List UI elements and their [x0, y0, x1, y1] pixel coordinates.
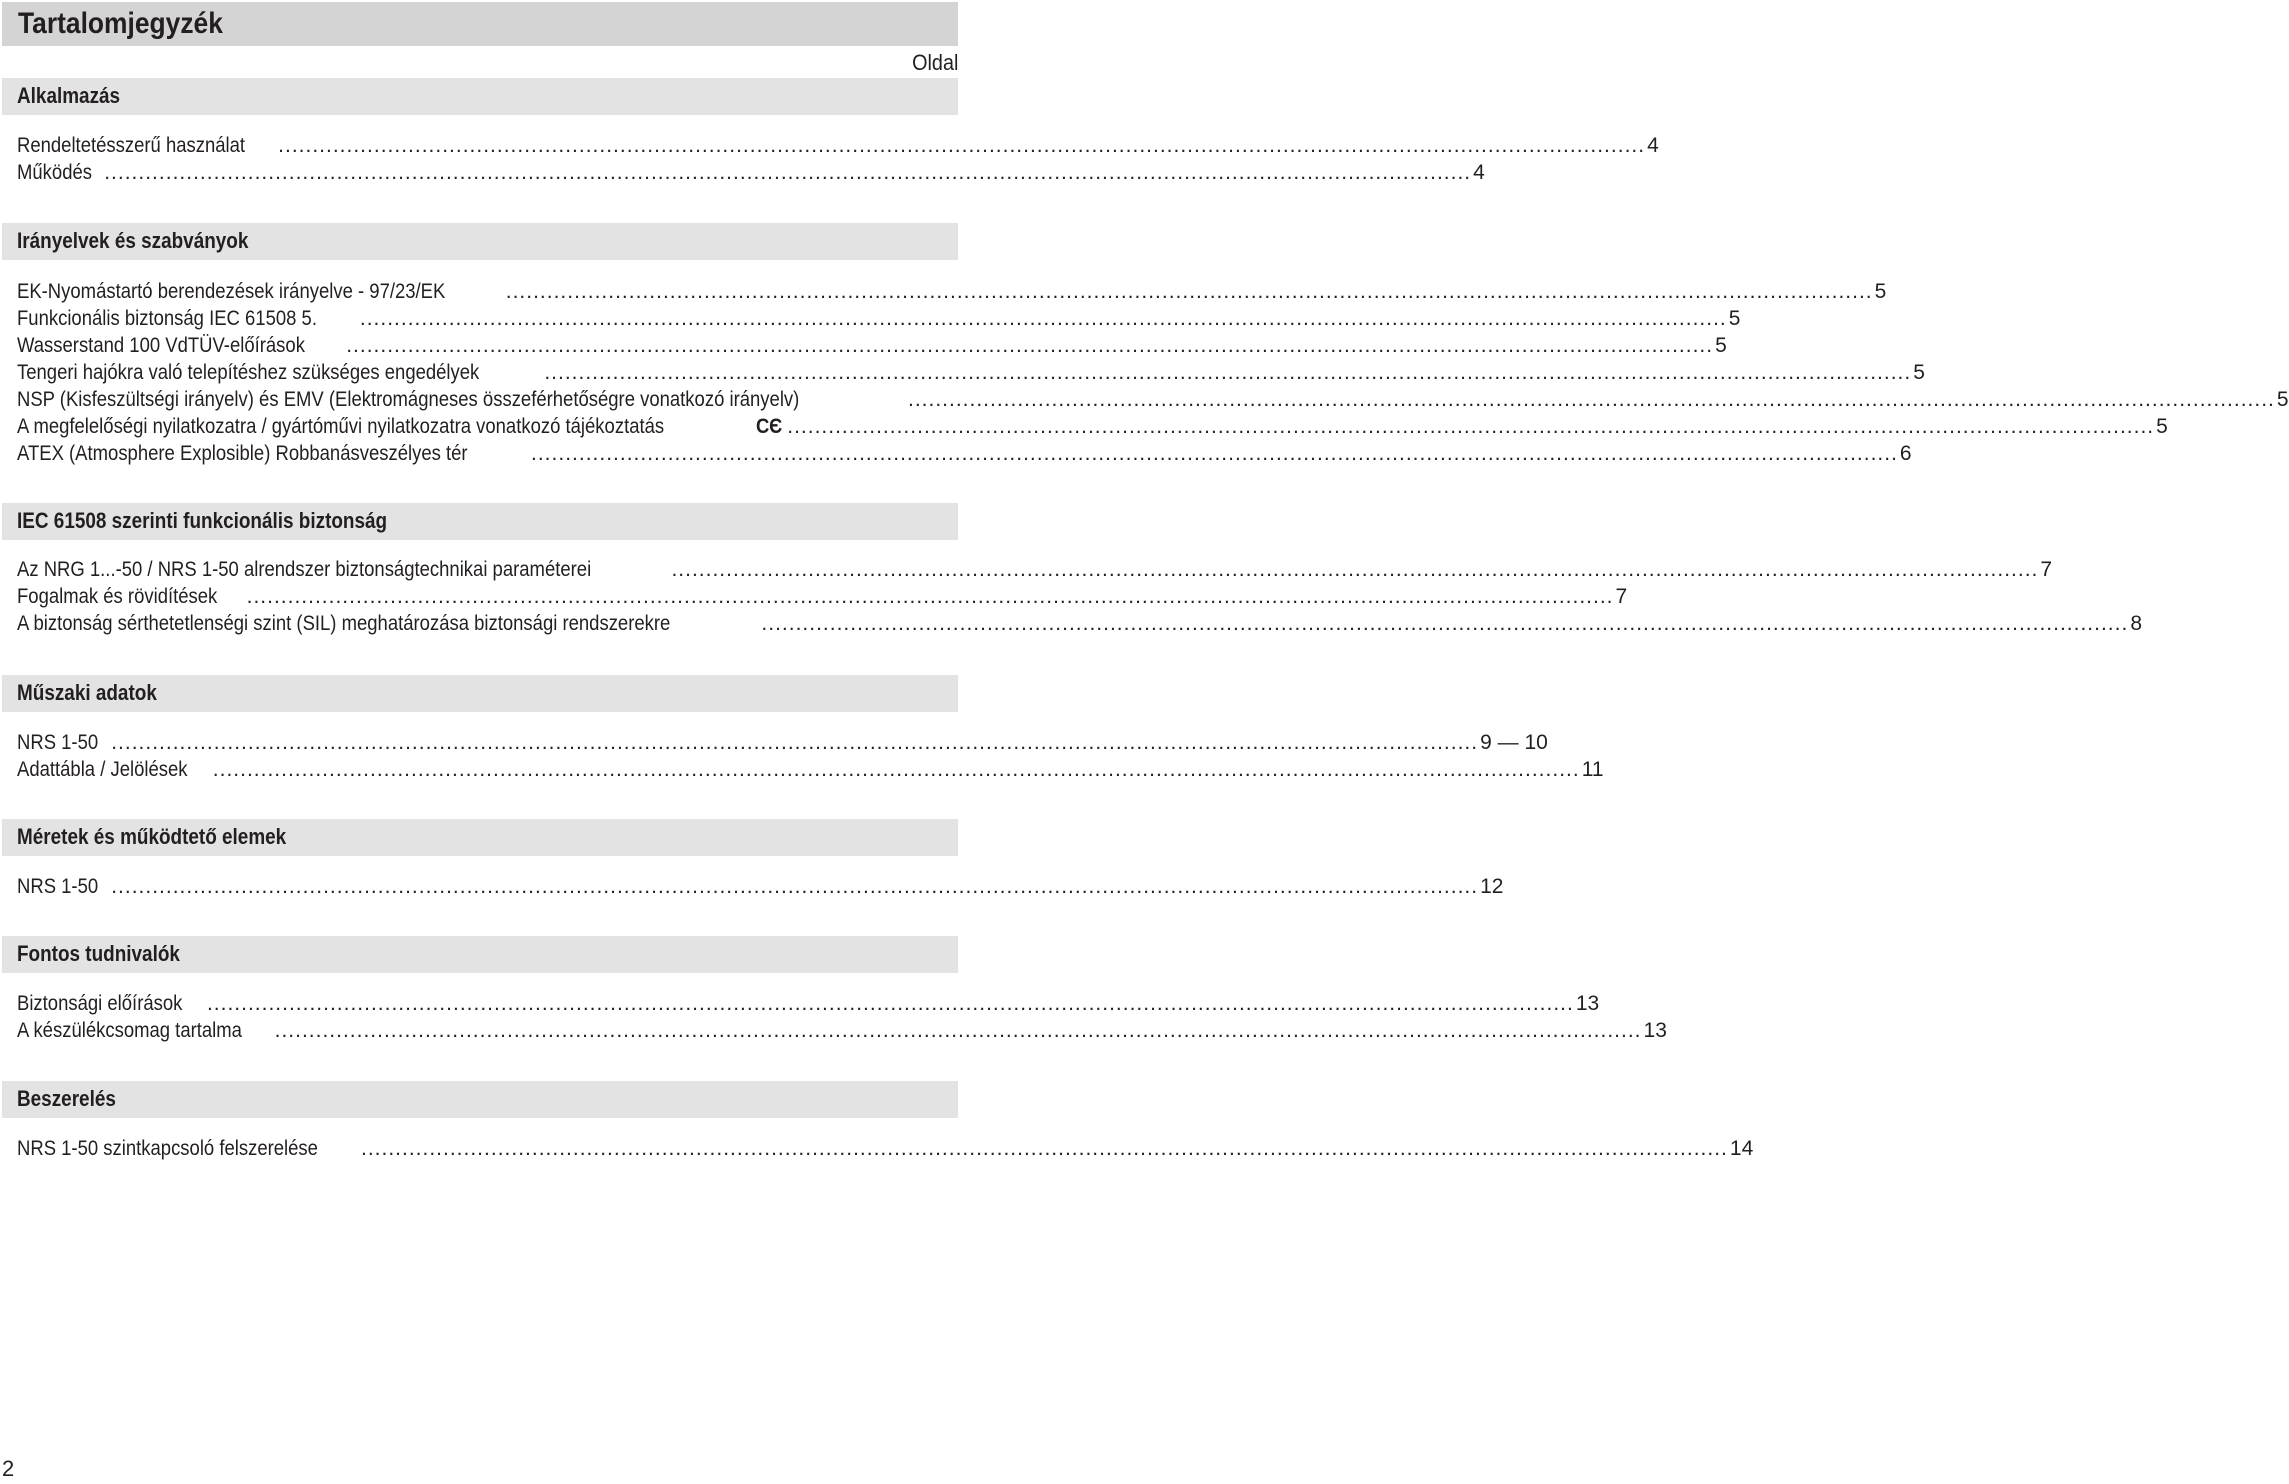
- toc-entry-label: Adattábla / Jelölések: [17, 758, 188, 781]
- toc-entry-page: 5: [1715, 334, 1727, 357]
- dot-leader: ........................................................................................................................................................................................................: [274, 1019, 1642, 1042]
- toc-entry[interactable]: [17, 280, 1887, 308]
- toc-entry-page: 8: [2130, 612, 2142, 635]
- dot-leader: ........................................................................................................................................................................................................: [346, 334, 1714, 357]
- dot-leader: ........................................................................................................................................................................................................: [111, 875, 1479, 898]
- dot-leader: ........................................................................................................................................................................................................: [359, 307, 1727, 330]
- toc-entry-label: Funkcionális biztonság IEC 61508 5.: [17, 307, 317, 330]
- section-header: [2, 503, 958, 540]
- toc-entry[interactable]: [17, 758, 1604, 786]
- section-title: Irányelvek és szabványok: [17, 228, 249, 253]
- dot-leader: ........................................................................................................................................................................................................: [505, 280, 1873, 303]
- toc-entry-label: Rendeltetésszerű használat: [17, 134, 246, 157]
- toc-entry-label: A készülékcsomag tartalma: [17, 1019, 242, 1042]
- dot-leader: ........................................................................................................................................................................................................: [671, 558, 2039, 581]
- dot-leader: ........................................................................................................................................................................................................: [278, 134, 1646, 157]
- section-header: [2, 936, 958, 973]
- dot-leader: ........................................................................................................................................................................................................: [787, 415, 2155, 438]
- toc-entry-label: A biztonság sérthetetlenségi szint (SIL) meghatározása biztonsági rendszerekre: [17, 612, 671, 635]
- section-title: Beszerelés: [17, 1086, 116, 1111]
- toc-entry-label: A megfelelőségi nyilatkozatra / gyártóművi nyilatkozatra vonatkozó tájékoztatás: [17, 415, 665, 438]
- toc-entry[interactable]: [17, 388, 2289, 416]
- section-header: [2, 223, 958, 260]
- toc-entry-label: Az NRG 1...-50 / NRS 1-50 alrendszer biztonságtechnikai paraméterei: [17, 558, 592, 581]
- toc-entry[interactable]: [17, 415, 2168, 443]
- toc-entry-label: NRS 1-50: [17, 875, 99, 898]
- toc-entry-page: 14: [1729, 1137, 1754, 1160]
- dot-leader: ........................................................................................................................................................................................................: [531, 442, 1898, 465]
- dot-leader: ........................................................................................................................................................................................................: [361, 1137, 1728, 1160]
- dot-leader: ........................................................................................................................................................................................................: [544, 361, 1912, 384]
- dot-leader: ........................................................................................................................................................................................................: [908, 388, 2275, 411]
- toc-entry-page: 7: [2040, 558, 2053, 581]
- toc-entry-page: 5: [2156, 415, 2168, 438]
- section-header: [2, 819, 958, 856]
- toc-entry-label: Működés: [17, 161, 92, 184]
- toc-entry-page: 4: [1647, 134, 1659, 157]
- title-bar: [2, 2, 958, 46]
- toc-entry[interactable]: [17, 585, 1628, 613]
- toc-entry-page: 4: [1473, 161, 1485, 184]
- toc-entry-label: EK-Nyomástartó berendezések irányelve - 97/23/EK: [17, 280, 446, 303]
- toc-entry-label: Wasserstand 100 VdTÜV-előírások: [17, 334, 305, 357]
- ce-mark-icon: C Є: [756, 415, 782, 438]
- toc-entry-page: 11: [1581, 758, 1604, 781]
- toc-entry-page: 5: [1913, 361, 1925, 384]
- toc-entry-page: 7: [1615, 585, 1628, 608]
- toc-entry[interactable]: [17, 161, 1485, 189]
- toc-entry[interactable]: [17, 875, 1504, 903]
- section-title: IEC 61508 szerinti funkcionális biztonság: [17, 508, 388, 533]
- toc-entry-label: Tengeri hajókra való telepítéshez szükséges engedélyek: [17, 361, 480, 384]
- toc-entry-page: 12: [1480, 875, 1504, 898]
- toc-entry[interactable]: [17, 1137, 1754, 1165]
- section-header: [2, 78, 958, 115]
- section-title: Alkalmazás: [17, 83, 121, 108]
- dot-leader: ........................................................................................................................................................................................................: [104, 161, 1472, 184]
- toc-entry-label: NRS 1-50 szintkapcsoló felszerelése: [17, 1137, 318, 1160]
- toc-entry-page: 9 — 10: [1480, 731, 1548, 754]
- page-column-header: Oldal: [911, 50, 958, 75]
- toc-entry-page: 5: [1874, 280, 1887, 303]
- dot-leader: ........................................................................................................................................................................................................: [212, 758, 1580, 781]
- section-header: [2, 675, 958, 712]
- dot-leader: ........................................................................................................................................................................................................: [206, 992, 1574, 1015]
- toc-entry[interactable]: [17, 992, 1600, 1020]
- toc-entry-label: ATEX (Atmosphere Explosible) Robbanásveszélyes tér: [17, 442, 468, 465]
- dot-leader: ........................................................................................................................................................................................................: [111, 731, 1479, 754]
- toc-entry-page: 6: [1899, 442, 1912, 465]
- toc-entry[interactable]: [17, 334, 1727, 362]
- toc-entry-label: NSP (Kisfeszültségi irányelv) és EMV (Elektromágneses összeférhetőségre vonatkozó irányelv): [17, 388, 800, 411]
- toc-entry[interactable]: [17, 1019, 1667, 1047]
- section-title: Fontos tudnivalók: [17, 941, 180, 966]
- document-title: Tartalomjegyzék: [18, 7, 223, 40]
- toc-entry[interactable]: [17, 134, 1659, 162]
- toc-entry-page: 5: [2276, 388, 2289, 411]
- toc-entry-page: 13: [1575, 992, 1600, 1015]
- section-header: [2, 1081, 958, 1118]
- toc-entry[interactable]: [17, 558, 2053, 586]
- dot-leader: ........................................................................................................................................................................................................: [246, 585, 1614, 608]
- toc-entry-label: Fogalmak és rövidítések: [17, 585, 218, 608]
- toc-entry-page: 13: [1643, 1019, 1667, 1042]
- toc-entry-label: NRS 1-50: [17, 731, 99, 754]
- toc-entry-page: 5: [1728, 307, 1741, 330]
- toc-entry[interactable]: [17, 731, 1548, 759]
- section-title: Méretek és működtető elemek: [17, 824, 287, 849]
- toc-entry-label: Biztonsági előírások: [17, 992, 183, 1015]
- toc-entry[interactable]: [17, 361, 1925, 389]
- page-number: 2: [2, 1456, 15, 1481]
- toc-entry[interactable]: [17, 612, 2142, 640]
- toc-entry[interactable]: [17, 442, 1912, 470]
- section-title: Műszaki adatok: [17, 680, 157, 705]
- toc-entry[interactable]: [17, 307, 1741, 335]
- dot-leader: ........................................................................................................................................................................................................: [761, 612, 2129, 635]
